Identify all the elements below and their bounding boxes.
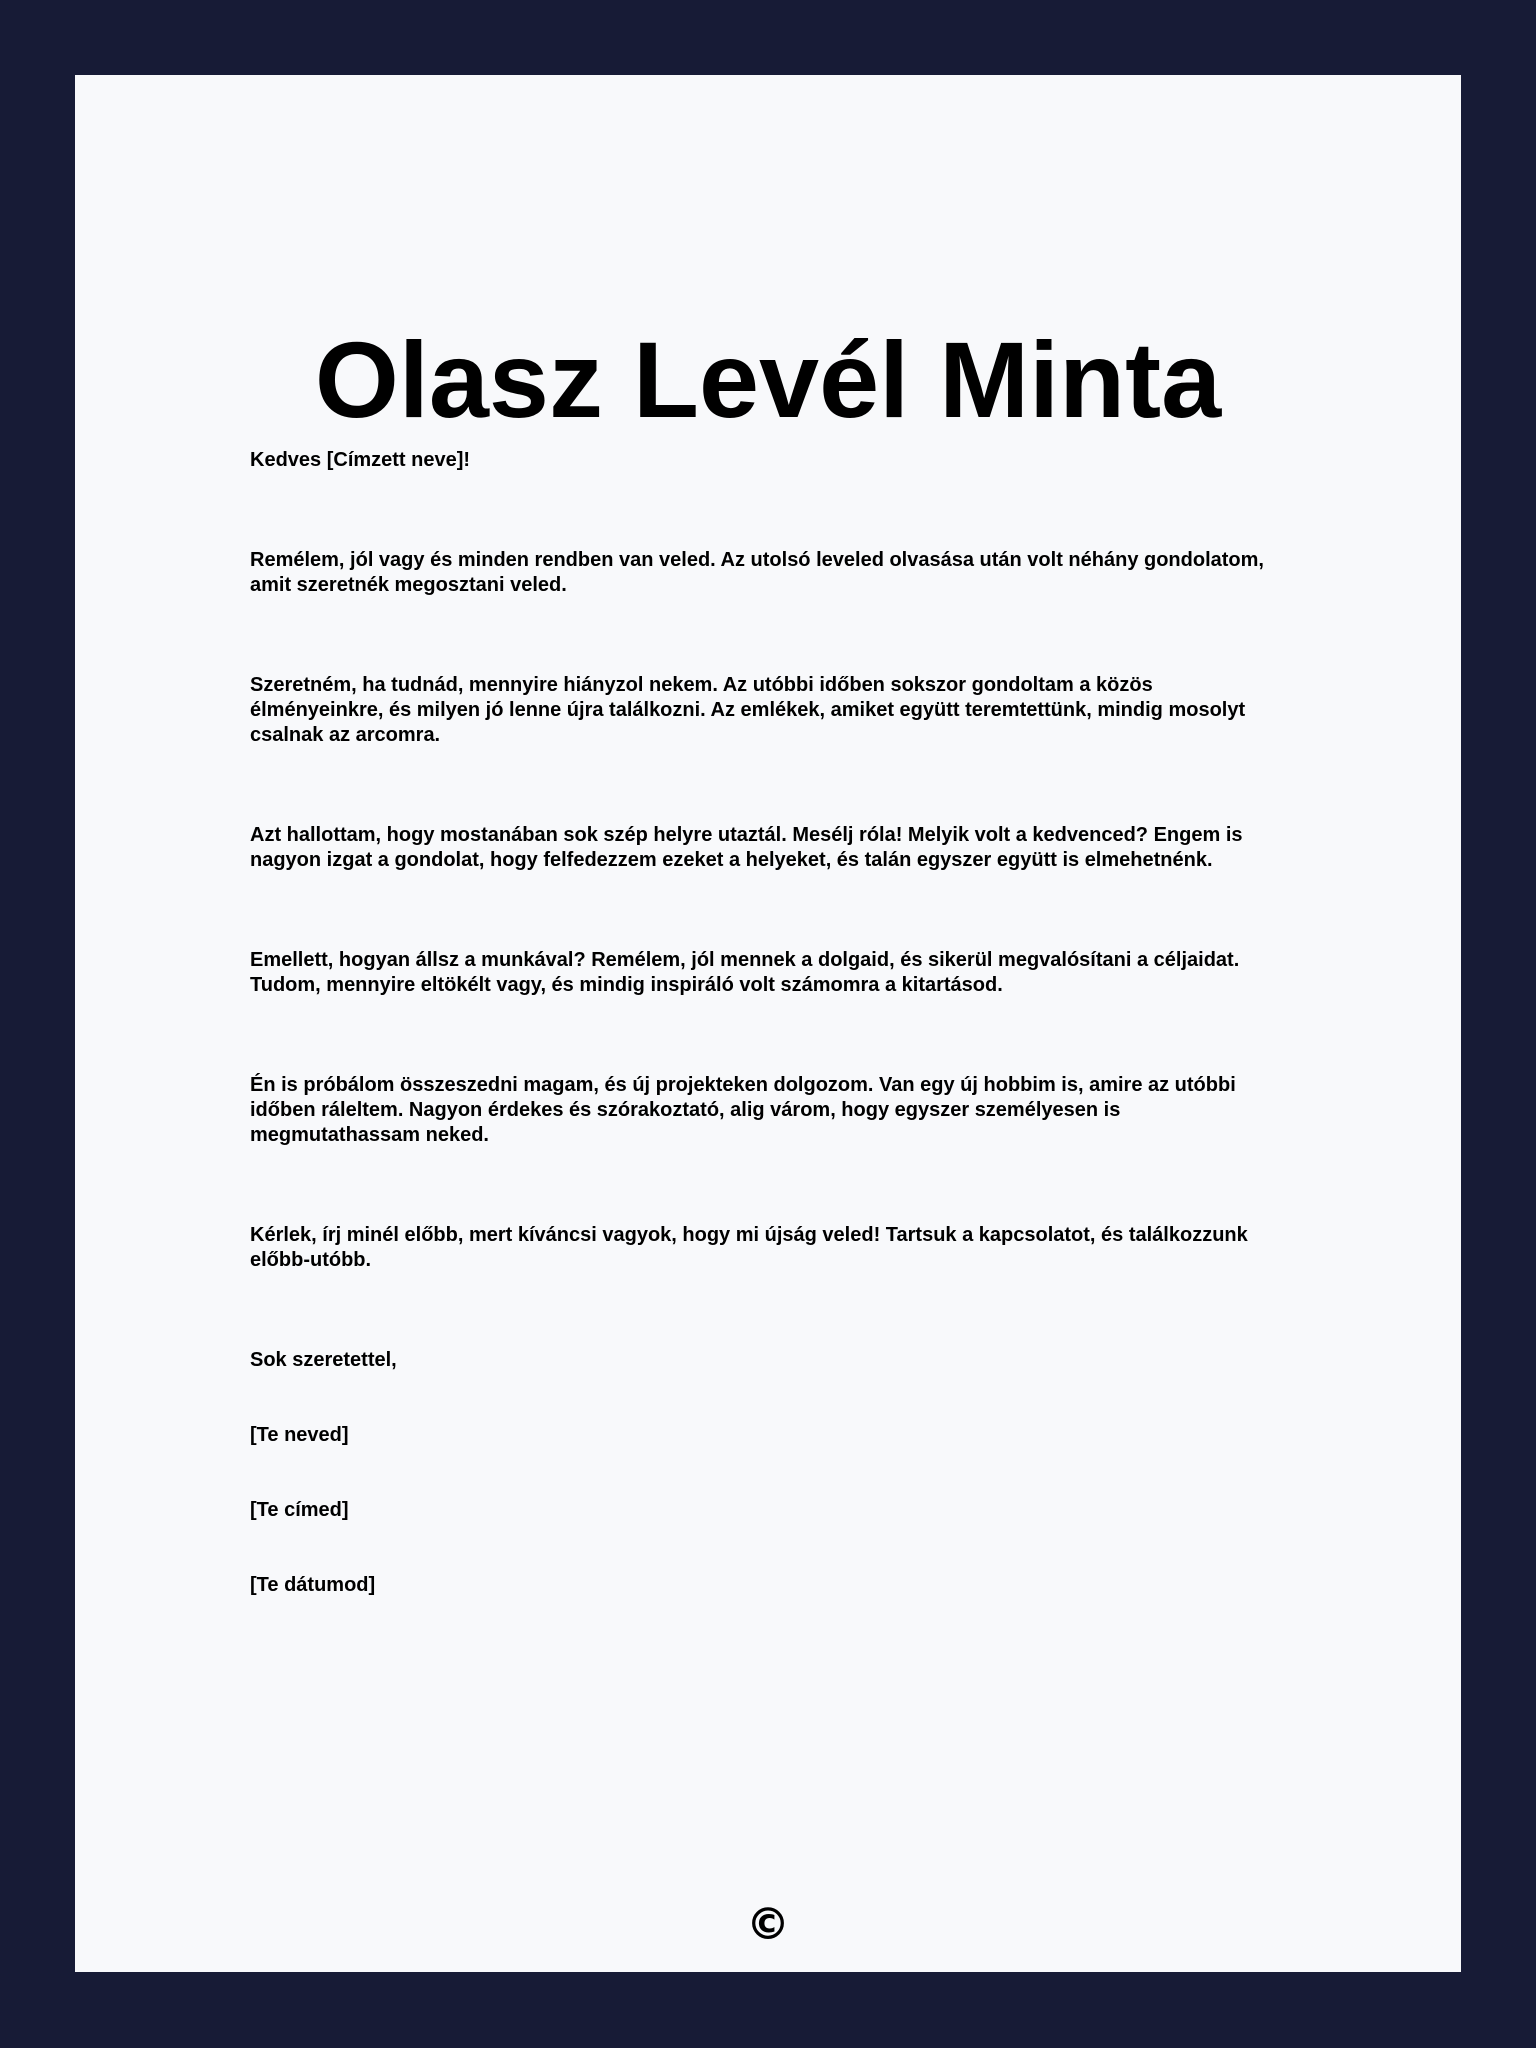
paragraph-2: Szeretném, ha tudnád, mennyire hiányzol nekem. Az utóbbi időben sokszor gondoltam a közös élményeinkre, és milyen jó lenne újra találkozni. Az emlékek, amiket együtt teremtettünk, mindig mosolyt csalnak az arcomra. — [250, 674, 1246, 746]
greeting: Kedves [Címzett neve]! — [250, 449, 471, 471]
paragraph-4: Emellett, hogyan állsz a munkával? Remélem, jól mennek a dolgaid, és sikerül megvalósítani a céljaidat. Tudom, mennyire eltökélt vagy, és mindig inspiráló volt számomra a kitartásod. — [250, 949, 1240, 996]
closing: Sok szeretettel, — [250, 1349, 397, 1371]
paragraph-3: Azt hallottam, hogy mostanában sok szép helyre utaztál. Mesélj róla! Melyik volt a kedvenced? Engem is nagyon izgat a gondolat, hogy felfedezzem ezeket a helyeket, és talán egyszer együtt is elmehetnénk. — [250, 824, 1243, 871]
copyright-icon: © — [746, 1899, 790, 1950]
signature-name: [Te neved] — [250, 1424, 349, 1446]
paragraph-6: Kérlek, írj minél előbb, mert kíváncsi vagyok, hogy mi újság veled! Tartsuk a kapcsolatot, és találkozzunk előbb-utóbb. — [250, 1224, 1248, 1271]
letter-body — [250, 448, 1290, 1598]
letter-page — [75, 75, 1461, 1972]
signature-address: [Te címed] — [250, 1499, 349, 1521]
paragraph-5: Én is próbálom összeszedni magam, és új projekteken dolgozom. Van egy új hobbim is, amire az utóbbi időben ráleltem. Nagyon érdekes és szórakoztató, alig várom, hogy egyszer személyesen is megmutathassam neked. — [250, 1074, 1236, 1146]
page-title: Olasz Levél Minta — [314, 319, 1222, 440]
signature-date: [Te dátumod] — [250, 1574, 376, 1596]
paragraph-1: Remélem, jól vagy és minden rendben van veled. Az utolsó leveled olvasása után volt néhány gondolatom, amit szeretnék megosztani veled. — [250, 549, 1264, 596]
